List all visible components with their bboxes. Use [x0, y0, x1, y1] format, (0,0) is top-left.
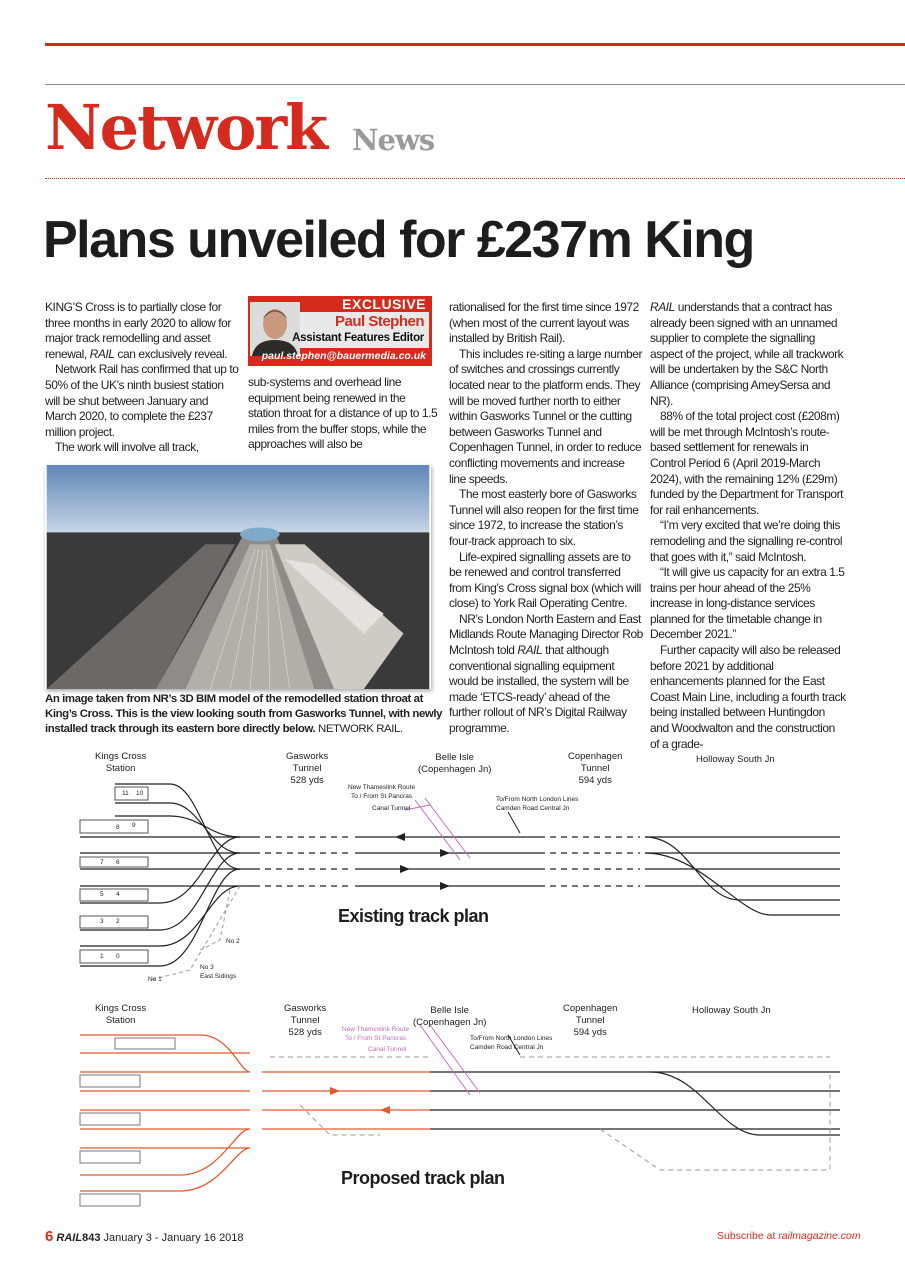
exclusive-tag: EXCLUSIVE — [342, 296, 426, 312]
platform-number: 4 — [116, 891, 120, 898]
paragraph-text: 88% of the total project cost (£208m) will be met through McIntosh’s route-based settlement for renewals in Control Period 6 (April 2019-March 2024), with the remaining 12% (£29m) funded by the Department for Transport for rail enhancements. — [650, 409, 844, 517]
platform-number: 5 — [100, 891, 104, 898]
label-belle-isle: Belle Isle (Copenhagen Jn) — [418, 752, 492, 775]
image-credit: NETWORK RAIL. — [318, 723, 403, 735]
publication-name: RAIL — [89, 346, 115, 361]
platform-number: 8 — [116, 824, 120, 831]
issue-dates: January 3 - January 16 2018 — [103, 1232, 244, 1244]
label-holloway-south-jn: Holloway South Jn — [696, 754, 775, 765]
article-paragraph — [449, 487, 643, 549]
platform-number: 2 — [116, 918, 120, 925]
paragraph-text: rationalised for the first time since 1972 (when most of the current layout was installed by British Rail). — [449, 300, 639, 346]
image-caption — [45, 692, 450, 737]
article-paragraph — [650, 643, 846, 752]
paragraph-text: Life-expired signalling assets are to be renewed and control transferred from King’s Cross signal box (which will close) to York Rail Operating Centre. — [449, 549, 641, 611]
label-thameslink: New Thameslink Route To / From St Pancras — [342, 1026, 410, 1042]
label-canal-tunnel: Canal Tunnel — [368, 1046, 407, 1053]
label-belle-isle: Belle Isle (Copenhagen Jn) — [413, 1005, 487, 1028]
label-kings-cross-station: Kings Cross Station — [95, 751, 147, 774]
label-north-london-lines: To/From North London Lines Camden Road Central Jn — [470, 1035, 553, 1051]
platform-number: 9 — [132, 822, 136, 829]
article-paragraph — [45, 440, 239, 456]
page-number: 6 — [45, 1228, 54, 1245]
label-canal-tunnel: Canal Tunnel — [372, 805, 411, 812]
platform-number: 0 — [116, 953, 120, 960]
existing-track-plan-diagram — [0, 740, 905, 995]
platform-number: 7 — [100, 859, 104, 866]
paragraph-text: Network Rail has confirmed that up to 50% of the UK’s ninth busiest station will be shut between January and March 2020, to complete the £237 million project. — [45, 362, 239, 439]
platform-number: 3 — [100, 918, 104, 925]
article-paragraph — [650, 518, 846, 565]
article-column-2 — [248, 375, 438, 453]
label-siding-no1: No 1 — [148, 976, 162, 983]
author-role: Assistant Features Editor — [292, 332, 424, 344]
label-gasworks-tunnel: Gasworks Tunnel 528 yds — [286, 751, 329, 786]
paragraph-text: sub-systems and overhead line equipment being renewed in the station throat for a distance of up to 1.5 miles from the buffer stops, while the approaches will also be — [248, 375, 438, 452]
top-grey-rule — [45, 84, 905, 85]
paragraph-text: The work will involve all track, — [55, 440, 199, 455]
exclusive-byline-box — [248, 296, 432, 366]
article-paragraph — [248, 375, 438, 453]
paragraph-text: KING’S Cross is to partially close for three months in early 2020 to allow for major track remodelling and asset renewal, — [45, 300, 231, 361]
main-lines — [80, 837, 840, 915]
paragraph-text: This includes re-siting a large number of switches and crossings currently located near to the platform ends. They will be moved further north to either within Gasworks Tunnel or the cutting between Gasworks Tunnel and Copenhagen Tunnel, in order to reduce conflicting movements and increase line speeds. — [449, 346, 642, 486]
article-paragraph — [449, 347, 643, 487]
subscribe-site[interactable]: railmagazine.com — [778, 1230, 861, 1242]
paragraph-text: can exclusively reveal. — [114, 346, 228, 361]
article-paragraph — [449, 300, 643, 347]
issue-number: 843 — [82, 1232, 101, 1244]
article-paragraph — [650, 409, 846, 518]
paragraph-text: understands that a contract has already been signed with an unnamed supplier to complete the signalling aspect of the project, while all trackwork will be undertaken by the S&C North Alliance (comprising AmeySersa and NR). — [650, 300, 844, 408]
article-paragraph — [45, 300, 239, 362]
subscribe-link[interactable] — [717, 1230, 861, 1242]
bim-model-image — [45, 465, 431, 689]
platform-number: 10 — [136, 790, 144, 797]
label-copenhagen-tunnel: Copenhagen Tunnel 594 yds — [568, 751, 623, 786]
paragraph-text: “It will give us capacity for an extra 1.5 trains per hour ahead of the 25% increase in long-distance services planned for the timetable change in December 2021.” — [650, 565, 845, 642]
dotted-divider — [45, 178, 905, 179]
label-holloway-south-jn: Holloway South Jn — [692, 1005, 771, 1016]
section-title: Network — [45, 91, 327, 164]
platform-number: 1 — [100, 953, 104, 960]
paragraph-text: The most easterly bore of Gasworks Tunnel will also reopen for the first time since 1972, to increase the station’s four-track approach to six. — [449, 487, 639, 548]
platform-number: 6 — [116, 859, 120, 866]
author-email[interactable]: paul.stephen@bauermedia.co.uk — [261, 350, 426, 362]
label-north-london-lines: To/From North London Lines Camden Road Central Jn — [496, 796, 579, 812]
proposed-track-plan-title: Proposed track plan — [341, 1168, 505, 1188]
author-avatar — [250, 302, 300, 356]
label-gasworks-tunnel: Gasworks Tunnel 528 yds — [284, 1003, 327, 1038]
article-column-4 — [650, 300, 846, 752]
section-subtitle: News — [352, 123, 435, 157]
paragraph-text: “I’m very excited that we’re doing this remodeling and the signalling re-control that goes with it,” said McIntosh. — [650, 518, 843, 564]
label-siding-no2: No 2 — [226, 938, 240, 945]
article-paragraph — [650, 565, 846, 643]
paragraph-text: Further capacity will also be released before 2021 by additional enhancements planned for the East Coast Main Line, including a fourth track being installed between Huntingdon and Woodwalton and the construction of a grade- — [650, 643, 846, 751]
platform-number: 11 — [122, 790, 129, 797]
paragraph-text: that although conventional signalling equipment would be installed, the system will be made ‘ETCS-ready’ ahead of the further rollout of NR’s Digital Railway programme. — [449, 643, 629, 736]
paragraph-text: NR’s London North Eastern and East Midlands Route Managing Director Rob McIntosh told — [449, 611, 643, 658]
label-east-sidings-no3: No 3 East Sidings — [200, 964, 237, 980]
existing-track-plan-title: Existing track plan — [338, 906, 489, 926]
article-paragraph — [45, 362, 239, 440]
station-throat — [80, 784, 240, 966]
article-paragraph — [650, 300, 846, 409]
subscribe-prefix: Subscribe at — [717, 1230, 779, 1242]
label-kings-cross-station: Kings Cross Station — [95, 1003, 147, 1026]
page-footer — [45, 1228, 244, 1245]
publication-name: RAIL — [650, 300, 675, 314]
label-copenhagen-tunnel: Copenhagen Tunnel 594 yds — [563, 1003, 618, 1038]
caption-text: An image taken from NR’s 3D BIM model of the remodelled station throat at King’s Cross. This is the view looking south from Gasworks Tunnel, with newly installed track through its eastern bore directly below. — [45, 693, 443, 735]
article-column-3 — [449, 300, 643, 737]
label-thameslink: New Thameslink Route To / From St Pancras — [348, 784, 416, 800]
publication-name: RAIL — [517, 643, 543, 658]
top-red-rule — [45, 43, 905, 46]
article-paragraph — [449, 612, 643, 737]
article-headline: Plans unveiled for £237m King — [43, 211, 754, 269]
magazine-name: RAIL — [56, 1232, 83, 1244]
article-paragraph — [449, 550, 643, 612]
author-name: Paul Stephen — [334, 313, 424, 330]
article-column-1 — [45, 300, 239, 456]
